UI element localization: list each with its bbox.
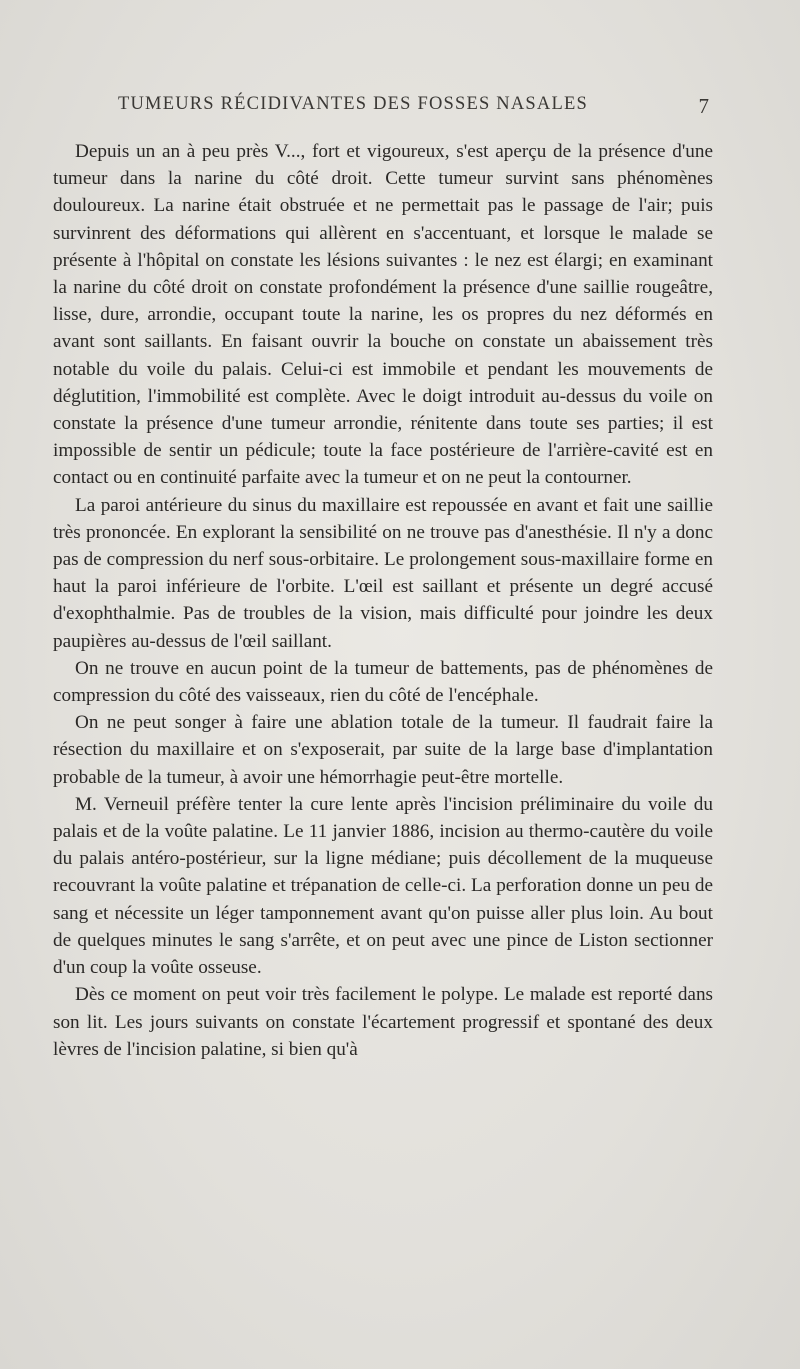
body-text bbox=[53, 138, 713, 1063]
paragraph: Dès ce moment on peut voir très facilement le polype. Le malade est reporté dans son lit. Les jours suivants on constate l'écartement progressif et spontané des deux lèvres de l'incision palatine, si bien qu'à bbox=[53, 984, 713, 1060]
running-title: TUMEURS RÉCIDIVANTES DES FOSSES NASALES bbox=[118, 94, 588, 114]
paragraph: M. Verneuil préfère tenter la cure lente après l'incision préliminaire du voile du palais et de la voûte palatine. Le 11 janvier 1886, incision au thermo-cautère du voile du palais antéro-postérieur, sur la ligne médiane; puis décollement de la muqueuse recouvrant la voûte palatine et trépanation de celle-ci. La perforation donne un peu de sang et nécessite un léger tamponnement avant qu'on puisse aller plus loin. Au bout de quelques minutes le sang s'arrête, et on peut avec une pince de Liston sectionner d'un coup la voûte osseuse. bbox=[53, 793, 713, 979]
paragraph: On ne trouve en aucun point de la tumeur de battements, pas de phénomènes de compression du côté des vaisseaux, rien du côté de l'encéphale. bbox=[53, 657, 713, 707]
paragraph: La paroi antérieure du sinus du maxillaire est repoussée en avant et fait une saillie très prononcée. En explorant la sensibilité on ne trouve pas d'anesthésie. Il n'y a donc pas de compression du nerf sous-orbitaire. Le prolongement sous-maxillaire forme en haut la paroi inférieure de l'orbite. L'œil est saillant et présente un degré accusé d'exophthalmie. Pas de troubles de la vision, mais difficulté pour joindre les deux paupières au-dessus de l'œil saillant. bbox=[53, 494, 713, 652]
paragraph: On ne peut songer à faire une ablation totale de la tumeur. Il faudrait faire la résection du maxillaire et on s'exposerait, par suite de la large base d'implantation probable de la tumeur, à avoir une hémorrhagie peut-être mortelle. bbox=[53, 712, 713, 788]
paragraph: Depuis un an à peu près V..., fort et vigoureux, s'est aperçu de la présence d'une tumeur dans la narine du côté droit. Cette tumeur survint sans phénomènes douloureux. La narine était obstruée et ne permettait pas le passage de l'air; puis survinrent des déformations qui allèrent en s'accentuant, et lorsque le malade se présente à l'hôpital on constate les lésions suivantes : le nez est élargi; en examinant la narine du côté droit on constate profondément la présence d'une saillie rougeâtre, lisse, dure, arrondie, occupant toute la narine, les os propres du nez déformés en avant sont saillants. En faisant ouvrir la bouche on constate un abaissement très notable du voile du palais. Celui-ci est immobile et pendant les mouvements de déglutition, l'immobilité est complète. Avec le doigt introduit au-dessus du voile on constate la présence d'une tumeur arrondie, rénitente dans toute ses parties; il est impossible de sentir un pédicule; toute la face postérieure de l'arrière-cavité est en contact ou en continuité parfaite avec la tumeur et on ne peut la contourner. bbox=[53, 141, 713, 489]
page-number: 7 bbox=[698, 94, 709, 118]
running-header bbox=[52, 94, 712, 124]
